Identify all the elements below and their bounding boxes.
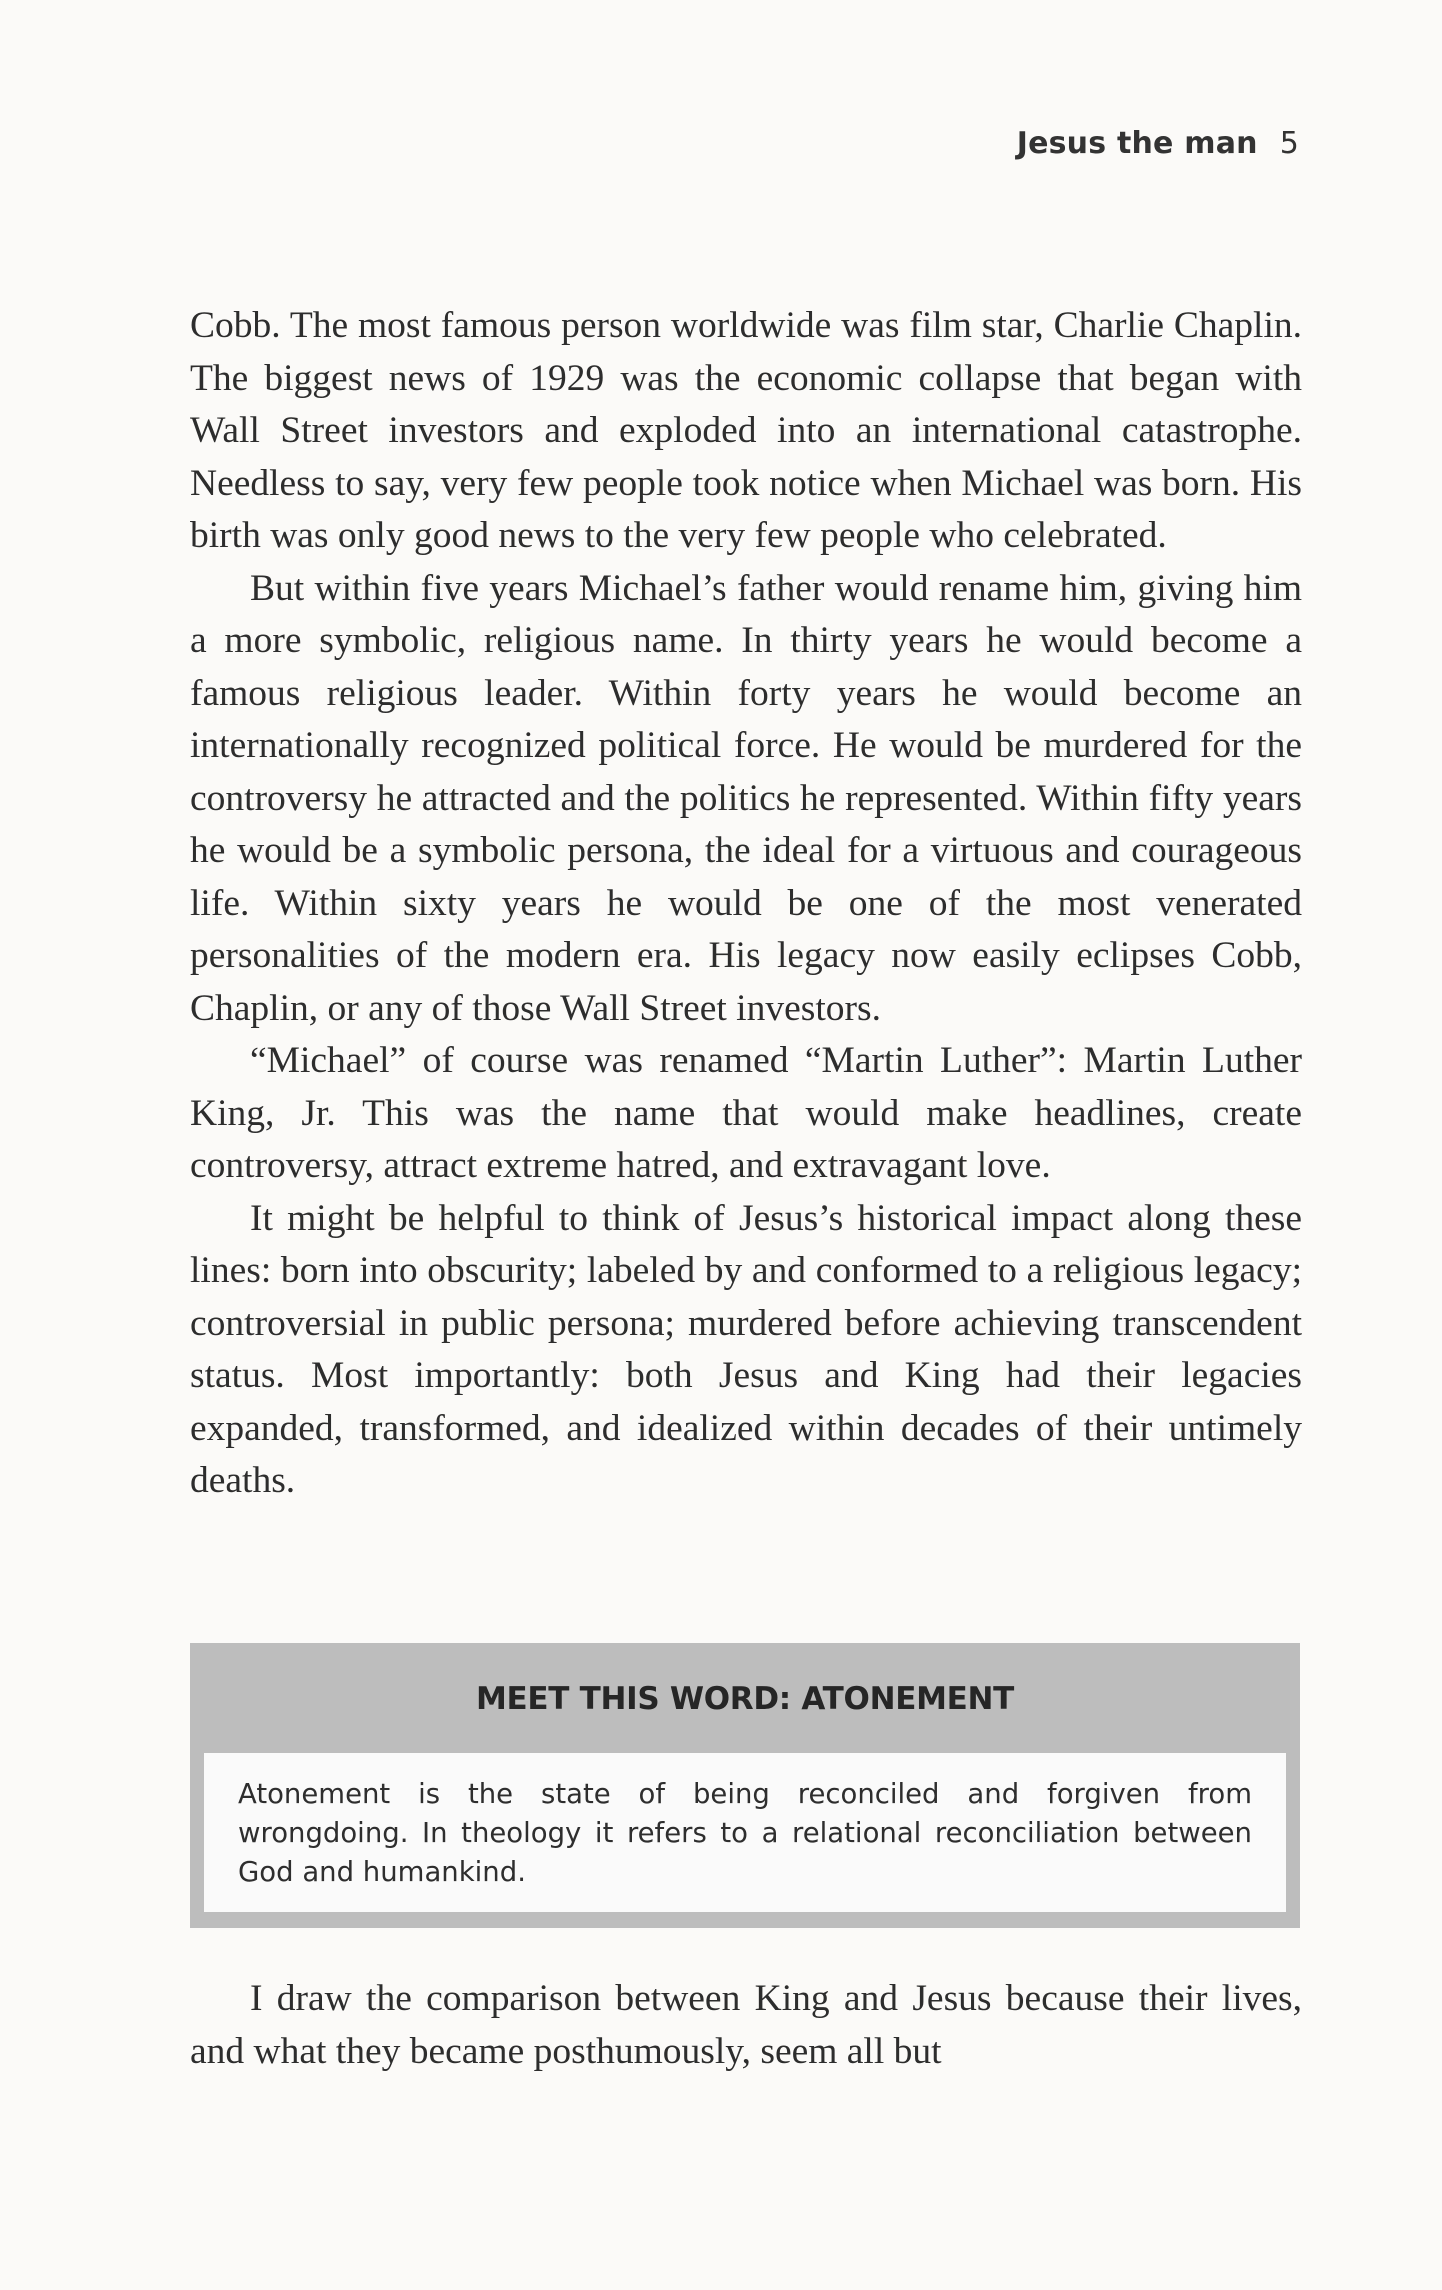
closing-body-text [190,1973,1302,2078]
running-head [1017,126,1299,161]
main-body-text [190,300,1302,1508]
paragraph-1: Cobb. The most famous person worldwide was film star, Charlie Chaplin. The biggest news of 1929 was the economic collapse that began with Wall Street investors and exploded into an international catastrophe. Needless to say, very few people took notice when Michael was born. His birth was only good news to the very few people who celebrated. [190,305,1302,556]
sidebar-definition-text: Atonement is the state of being reconciled and forgiven from wrongdoing. In theology it refers to a relational reconciliation between God and humankind. [238,1778,1252,1888]
sidebar-title: MEET THIS WORD: ATONEMENT [475,1681,1015,1717]
paragraph-4: It might be helpful to think of Jesus’s historical impact along these lines: born into obscurity; labeled by and conformed to a religious legacy; controversial in public persona; murdered before achieving transcendent status. Most importantly: both Jesus and King had their legacies expanded, transformed, and idealized within decades of their untimely deaths. [190,1197,1302,1501]
paragraph-2: But within five years Michael’s father would rename him, giving him a more symbolic, religious name. In thirty years he would become a famous religious leader. Within forty years he would become an internationally recognized political force. He would be murdered for the controversy he attracted and the politics he represented. Within fifty years he would be a symbolic persona, the ideal for a virtuous and courageous life. Within sixty years he would be one of the most venerated personalities of the modern era. His legacy now easily eclipses Cobb, Chaplin, or any of those Wall Street investors. [190,567,1302,1029]
meet-this-word-box [190,1643,1300,1928]
page-number: 5 [1279,126,1299,161]
sidebar-definition-panel [204,1753,1286,1912]
paragraph-3: “Michael” of course was renamed “Martin Luther”: Martin Luther King, Jr. This was the name that would make headlines, create controversy, attract extreme hatred, and extravagant love. [190,1040,1302,1186]
running-head-title: Jesus the man [1016,126,1258,161]
closing-paragraph: I draw the comparison between King and Jesus because their lives, and what they became posthumously, seem all but [190,1978,1302,2072]
